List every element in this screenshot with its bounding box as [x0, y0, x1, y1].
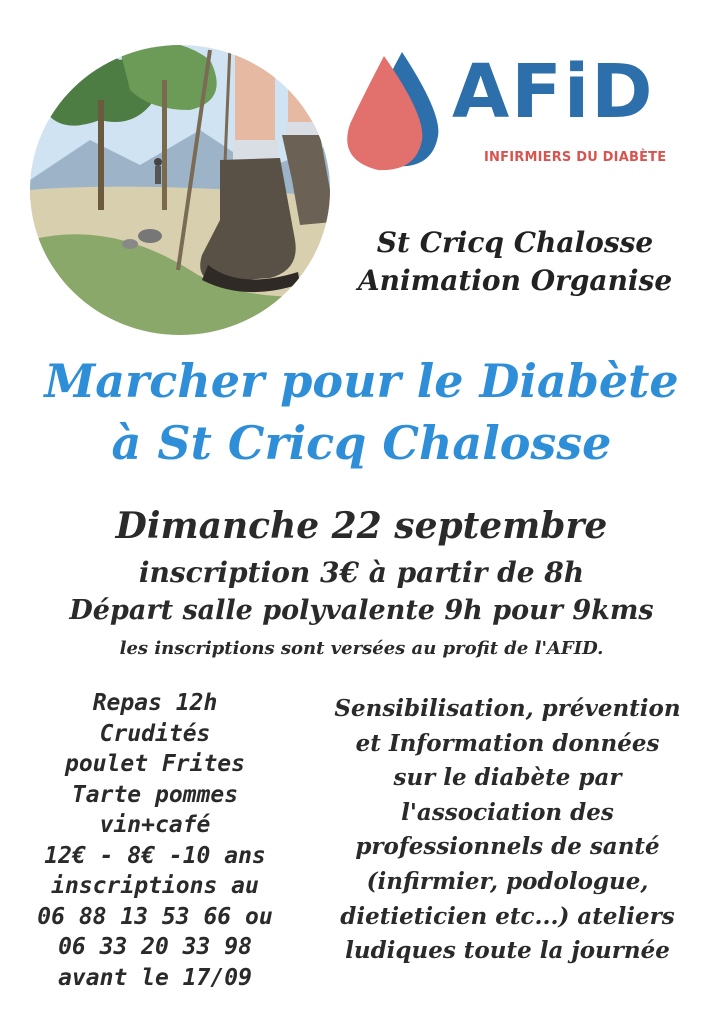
event-depart: Départ salle polyvalente 9h pour 9kms — [69, 595, 654, 626]
meal-line: Repas 12h — [92, 690, 218, 716]
meal-line: 12€ - 8€ -10 ans — [44, 842, 266, 869]
info-line: Sensibilisation, prévention — [334, 695, 681, 722]
headline-line-2: à St Cricq Chalosse — [111, 416, 612, 470]
meal-info — [10, 688, 300, 993]
event-note: les inscriptions sont versées au profit de l'AFID. — [119, 638, 604, 659]
info-line: ludiques toute la journée — [345, 937, 670, 965]
event-headline — [0, 350, 723, 474]
blood-drop-logo-icon — [340, 48, 460, 176]
meal-line: vin+café — [99, 812, 211, 838]
logo-wordmark: AFiD — [452, 49, 655, 135]
info-line: professionnels de santé — [355, 833, 660, 861]
logo-subtitle: INFIRMIERS DU DIABÈTE — [484, 150, 667, 165]
meal-line: inscriptions au — [51, 873, 259, 899]
hiking-boots-illustration — [30, 40, 370, 340]
info-line: dietieticien etc...) ateliers — [340, 902, 675, 930]
headline-line-1: Marcher pour le Diabète — [44, 354, 679, 408]
meal-line: Crudités — [99, 720, 211, 747]
meal-line: avant le 17/09 — [58, 964, 252, 991]
event-date: Dimanche 22 septembre — [115, 505, 608, 547]
meal-phone: 06 33 20 33 98 — [58, 934, 252, 960]
meal-line: Tarte pommes — [71, 781, 239, 808]
meal-phone: 06 88 13 53 66 ou — [37, 903, 273, 930]
organizer-line-1: St Cricq Chalosse — [376, 226, 654, 259]
awareness-info — [310, 692, 705, 969]
organizer-block — [330, 224, 700, 300]
meal-line: poulet Frites — [64, 751, 245, 777]
info-line: l'association des — [401, 798, 614, 826]
info-line: sur le diabète par — [393, 764, 622, 792]
info-line: et Information données — [355, 729, 660, 757]
organizer-line-2: Animation Organise — [357, 264, 673, 297]
info-line: (infirmier, podologue, — [366, 867, 649, 895]
event-inscription: inscription 3€ à partir de 8h — [138, 556, 585, 589]
